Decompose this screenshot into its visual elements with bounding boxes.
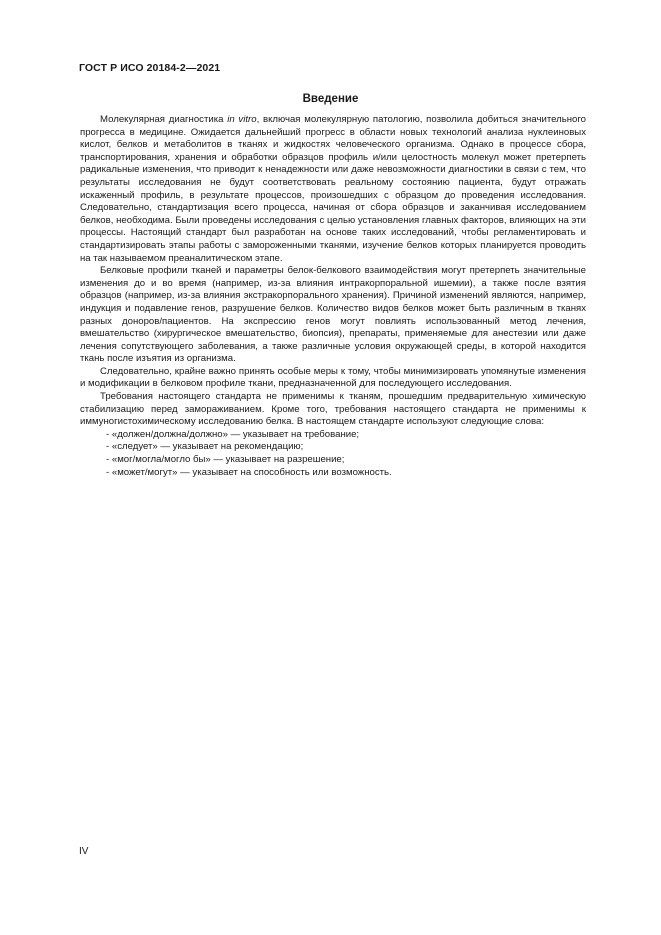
paragraph-4: Требования настоящего стандарта не применимы к тканям, прошедшим предварительную химическую стабилизацию перед замораживанием. Кроме того, требования настоящего стандарта не применимы к иммуногистохимическому исследованию белка. В настоящем стандарте используют следующие слова: — [80, 391, 586, 428]
list-item: - «может/могут» — указывает на способность или возможность. — [106, 466, 392, 478]
paragraph-2: Белковые профили тканей и параметры белок-белкового взаимодействия могут претерпеть значительные изменения до и во время (например, из-за влияния интракорпоральной ишемии), а также после взятия образцов (например, из-за влияния экстракорпорального хранения). Причиной изменений являются, например, индукция и подавление генов, разрушение белков. Количество видов белков может быть различным в тканях разных доноров/пациентов. На экспрессию генов могут повлиять использованный метод лечения, вмешательство (хирургическое вмешательство, биопсия), препараты, применяемые для анестезии или даже лечения сопутствующего заболевания, а также различные условия окружающей среды, в которой находится ткань после изъятия из организма. — [80, 265, 586, 365]
paragraph-1-start: Молекулярная диагностика — [100, 114, 228, 125]
document-header: ГОСТ Р ИСО 20184-2—2021 — [79, 62, 221, 74]
list-item: - «следует» — указывает на рекомендацию; — [106, 441, 304, 453]
paragraph-1-rest: , включая молекулярную патологию, позволила добиться значительного прогресса в медицине. Ожидается дальнейший прогресс в области новых технологий анализа нуклеиновых кислот, белков и метаболитов в тканях и жидкостях человеческого организма. Однако в процессе сбора, транспортирования, хранения и обработки образцов профиль и/или целостность молекул может претерпеть радикальные изменения, что приводит к ненадежности или даже невозможности диагностики в связи с тем, что результаты исследования не будут соответствовать реальному состоянию пациента, будут отражать искаженный профиль, в результате процессов, произошедших с образцом до проведения исследования. Следовательно, стандартизация всего процесса, начиная от сбора образцов и заканчивая исследованием белков, необходима. Были проведены исследования с целью установления главных факторов, влияющих на эти процессы. Настоящий стандарт был разработан на основе таких исследований, чтобы регламентировать и стандартизировать этапы работы с замороженными тканями, изучение белков которых планируется проводить на так называемом преаналитическом этапе. — [80, 114, 586, 264]
definitions-list — [80, 429, 586, 479]
body-text — [80, 114, 586, 479]
paragraph-1-italic: in vitro — [227, 114, 257, 125]
paragraph-3: Следовательно, крайне важно принять особые меры к тому, чтобы минимизировать упомянутые изменения и модификации в белковом профиле ткани, предназначенной для последующего исследования. — [80, 365, 586, 390]
list-item: - «мог/могла/могло бы» — указывает на разрешение; — [106, 454, 345, 466]
paragraph-1 — [80, 114, 586, 265]
section-title: Введение — [302, 93, 359, 105]
page-number: IV — [79, 846, 89, 857]
list-item: - «должен/должна/должно» — указывает на требование; — [106, 428, 360, 440]
